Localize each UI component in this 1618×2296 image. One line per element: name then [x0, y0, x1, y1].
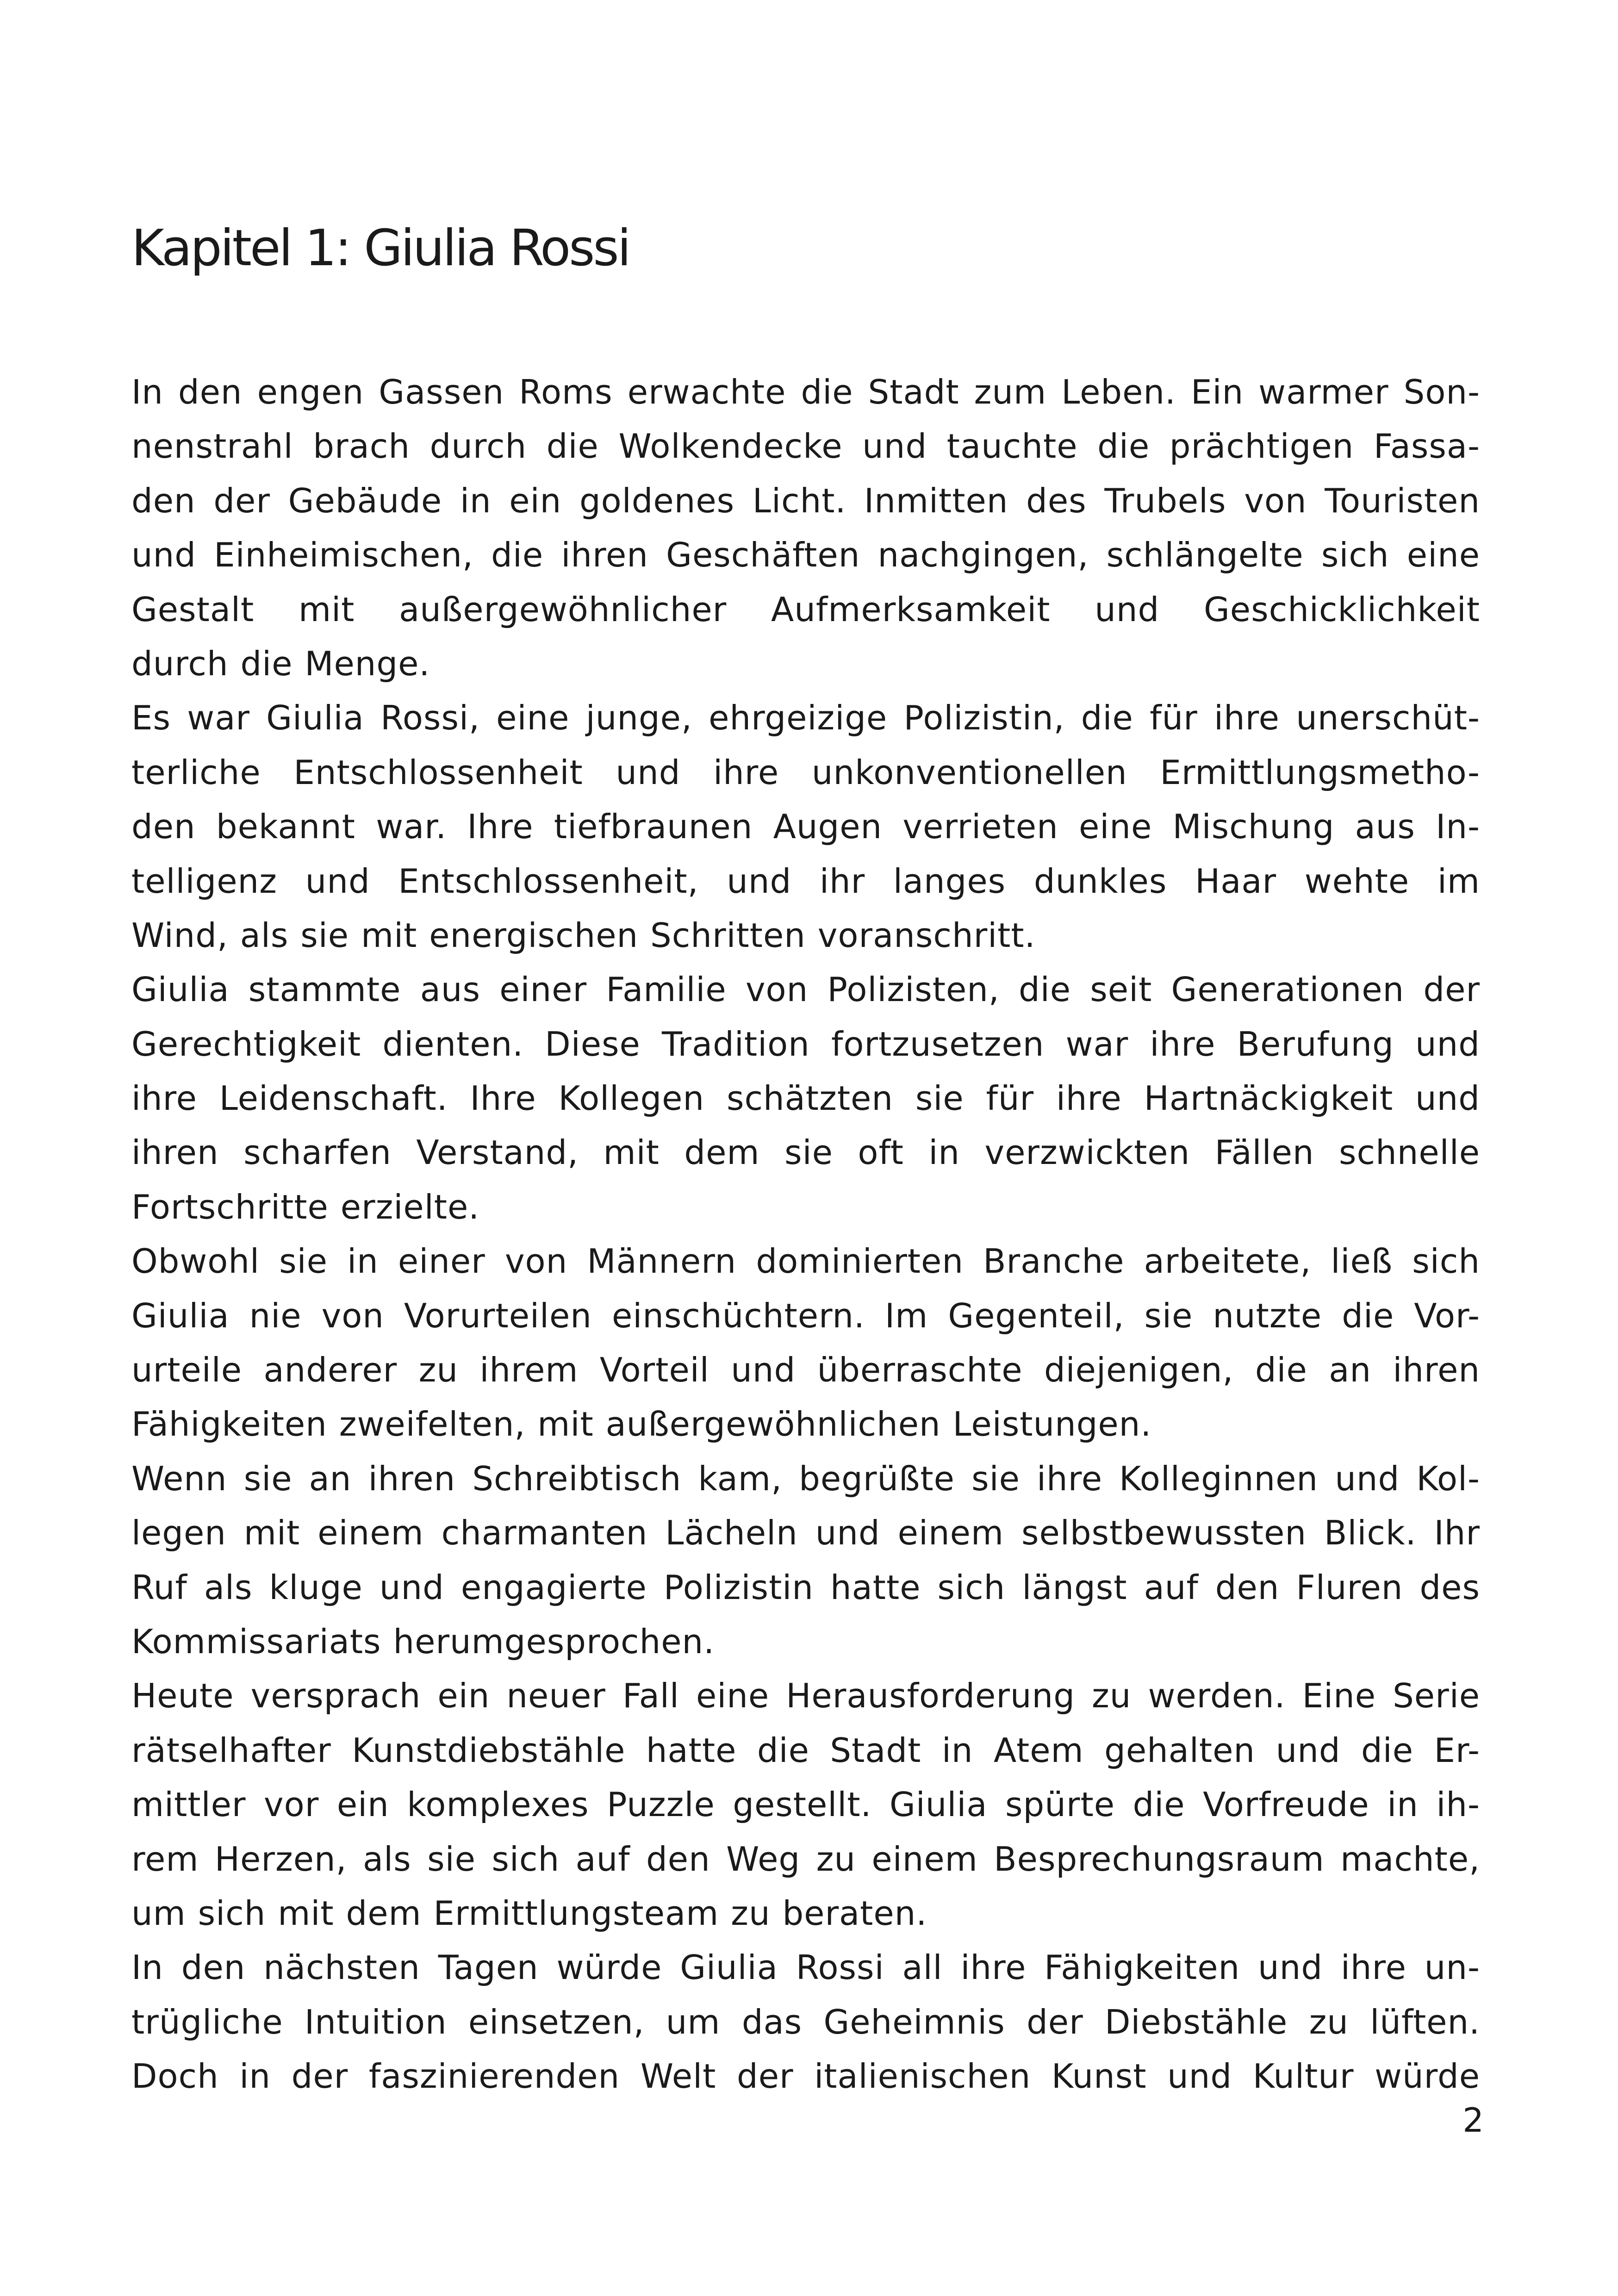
text-line: mittler vor ein komplexes Puzzle gestellt. Giulia spürte die Vorfreude in ih-	[131, 1785, 1480, 1824]
text-line: Gerechtigkeit dienten. Diese Tradition fortzusetzen war ihre Berufung und	[131, 1024, 1480, 1064]
text-line: Doch in der faszinierenden Welt der italienischen Kunst und Kultur würde	[131, 2057, 1480, 2096]
text-line: ihre Leidenschaft. Ihre Kollegen schätzten sie für ihre Hartnäckigkeit und	[131, 1079, 1480, 1118]
text-line: nenstrahl brach durch die Wolkendecke und tauchte die prächtigen Fassa-	[131, 427, 1480, 466]
text-line: Kommissariats herumgesprochen.	[131, 1622, 715, 1661]
text-line: Heute versprach ein neuer Fall eine Herausforderung zu werden. Eine Serie	[131, 1676, 1480, 1716]
page-number: 2	[1462, 2101, 1484, 2140]
text-line: Ruf als kluge und engagierte Polizistin hatte sich längst auf den Fluren des	[131, 1568, 1480, 1607]
text-line: ihren scharfen Verstand, mit dem sie oft in verzwickten Fällen schnelle	[131, 1133, 1480, 1172]
text-line: trügliche Intuition einsetzen, um das Geheimnis der Diebstähle zu lüften.	[131, 2002, 1480, 2041]
text-line: durch die Menge.	[131, 644, 430, 683]
text-line: und Einheimischen, die ihren Geschäften nachgingen, schlängelte sich eine	[131, 535, 1480, 575]
text-line: In den nächsten Tagen würde Giulia Rossi all ihre Fähigkeiten und ihre un-	[131, 1948, 1480, 1987]
text-line: urteile anderer zu ihrem Vorteil und überraschte diejenigen, die an ihren	[131, 1350, 1480, 1390]
chapter-body	[131, 365, 1480, 2104]
text-line: Es war Giulia Rossi, eine junge, ehrgeizige Polizistin, die für ihre unerschüt-	[131, 698, 1480, 738]
text-line: rätselhafter Kunstdiebstähle hatte die Stadt in Atem gehalten und die Er-	[131, 1730, 1480, 1770]
chapter-title: Kapitel 1: Giulia Rossi	[131, 219, 629, 277]
text-line: Wind, als sie mit energischen Schritten voranschritt.	[131, 915, 1036, 955]
text-line: Gestalt mit außergewöhnlicher Aufmerksamkeit und Geschicklichkeit	[131, 590, 1480, 629]
text-line: terliche Entschlossenheit und ihre unkonventionellen Ermittlungsmetho-	[131, 753, 1480, 792]
text-line: Obwohl sie in einer von Männern dominierten Branche arbeitete, ließ sich	[131, 1242, 1480, 1281]
text-line: um sich mit dem Ermittlungsteam zu beraten.	[131, 1893, 927, 1933]
text-line: den bekannt war. Ihre tiefbraunen Augen verrieten eine Mischung aus In-	[131, 807, 1480, 846]
text-line: Fortschritte erzielte.	[131, 1187, 480, 1226]
text-line: Giulia stammte aus einer Familie von Polizisten, die seit Generationen der	[131, 970, 1480, 1009]
text-line: Wenn sie an ihren Schreibtisch kam, begrüßte sie ihre Kolleginnen und Kol-	[131, 1459, 1480, 1498]
text-line: den der Gebäude in ein goldenes Licht. Inmitten des Trubels von Touristen	[131, 481, 1480, 520]
text-line: legen mit einem charmanten Lächeln und einem selbstbewussten Blick. Ihr	[131, 1513, 1480, 1553]
text-line: In den engen Gassen Roms erwachte die Stadt zum Leben. Ein warmer Son-	[131, 373, 1480, 411]
text-line: Giulia nie von Vorurteilen einschüchtern. Im Gegenteil, sie nutzte die Vor-	[131, 1296, 1480, 1335]
text-line: telligenz und Entschlossenheit, und ihr langes dunkles Haar wehte im	[131, 861, 1480, 901]
text-line: rem Herzen, als sie sich auf den Weg zu einem Besprechungsraum machte,	[131, 1839, 1480, 1879]
text-line: Fähigkeiten zweifelten, mit außergewöhnlichen Leistungen.	[131, 1405, 1152, 1444]
